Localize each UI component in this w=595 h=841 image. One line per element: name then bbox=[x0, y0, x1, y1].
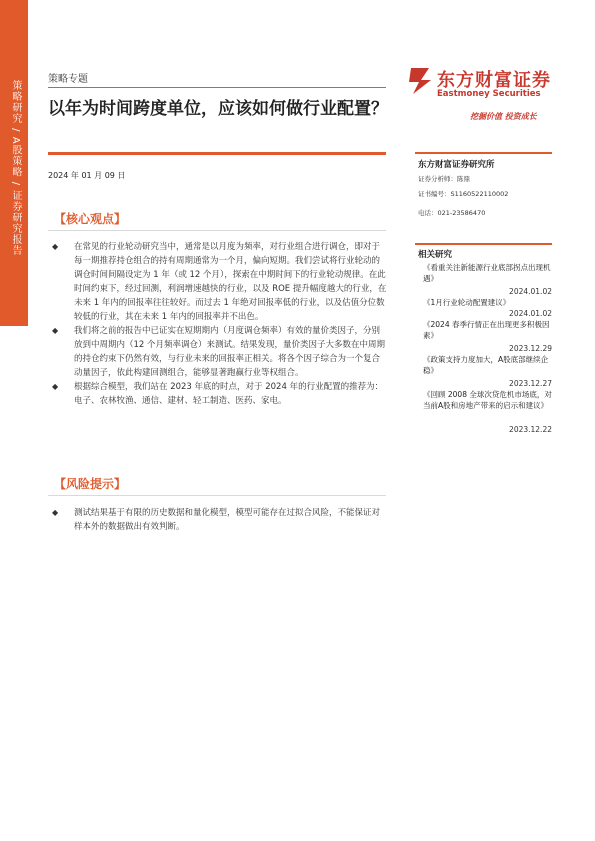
brand-logo-icon bbox=[407, 66, 433, 96]
core-bullet-3: 根据综合模型，我们站在 2023 年底的时点，对于 2024 年的行业配置的推荐为：电子、农林牧渔、通信、建材、轻工制造、医药、家电。 bbox=[74, 382, 384, 406]
diamond-bullet-icon: ◆ bbox=[52, 242, 59, 251]
list-item bbox=[52, 324, 388, 380]
phone-number: 电话：021-23586470 bbox=[418, 209, 486, 217]
related-item-date: 2024.01.02 bbox=[509, 287, 552, 296]
related-item-date: 2023.12.22 bbox=[509, 425, 552, 434]
related-item-title[interactable]: 《政策支持力度加大，A股底部继续企稳》 bbox=[423, 355, 549, 375]
report-category: 策略专题 bbox=[48, 74, 88, 85]
report-date: 2024 年 01 月 09 日 bbox=[48, 171, 126, 180]
risk-list bbox=[52, 506, 388, 534]
related-divider bbox=[415, 243, 552, 245]
list-item bbox=[52, 380, 388, 408]
related-item-title[interactable]: 《2024 春季行情正在出现更多积极因素》 bbox=[423, 320, 550, 340]
institute-name: 东方财富证券研究所 bbox=[418, 160, 495, 170]
report-classification: 策略研究 / A股策略 / 证券研究报告 bbox=[10, 80, 21, 257]
core-bullet-2: 我们将之前的报告中已证实在短期期内（月度调仓频率）有效的量价类因子，分别放到中周期内（12 个月频率调仓）来测试。结果发现，量价类因子大多数在中周期的持仓约束下仍然有效，与行业未来的回报率正相关。将各个因子综合为一个复合动量因子，依此构建回测组合，能够显著跑赢行业等权组合。 bbox=[74, 326, 386, 378]
core-bullet-1: 在常见的行业轮动研究当中，通常是以月度为频率，对行业组合进行调仓，即对于每一期推荐持仓组合的持有周期通常为一个月，偏向短期。我们尝试将行业轮动的调仓时间间隔设定为 1 年（或 12 个月），探索在中期时间下的行业轮动规律。在此时间约束下，经过回测，利润增速越快的行业，以及 ROE 提升幅度越大的行业，在未来 1 年内的回报率往往较好。而过去 1 年绝对回报率低的行业，以及估值分位数较低的行业，其在未来 1 年内的回报率并不出色。 bbox=[74, 242, 387, 322]
list-item bbox=[52, 506, 388, 534]
related-item-title[interactable]: 《1月行业轮动配置建议》 bbox=[423, 298, 511, 307]
related-item-title[interactable]: 《回顾 2008 全球次贷危机市场底，对当前A股和房地产带来的启示和建议》 bbox=[423, 390, 552, 410]
diamond-bullet-icon: ◆ bbox=[52, 326, 59, 335]
brand-slogan: 挖掘价值 投资成长 bbox=[470, 112, 537, 121]
title-divider bbox=[48, 152, 386, 155]
related-research-heading: 相关研究 bbox=[418, 250, 453, 260]
core-view-heading: 【核心观点】 bbox=[54, 212, 127, 226]
report-title: 以年为时间跨度单位，应该如何做行业配置？ bbox=[48, 99, 388, 119]
category-divider bbox=[48, 87, 386, 88]
related-item-title[interactable]: 《看重关注新能源行业底部拐点出现机遇》 bbox=[423, 263, 551, 283]
brand-name-cn: 东方财富证券 bbox=[437, 70, 551, 91]
list-item bbox=[52, 240, 388, 324]
risk-divider bbox=[48, 495, 386, 496]
core-view-list bbox=[52, 240, 388, 408]
risk-bullet-1: 测试结果基于有限的历史数据和量化模型，模型可能存在过拟合风险，不能保证对样本外的数据做出有效判断。 bbox=[74, 508, 381, 532]
analyst-name: 证券分析师：陈鼎 bbox=[418, 175, 470, 183]
core-view-divider bbox=[48, 230, 386, 231]
brand-name-en: Eastmoney Securities bbox=[437, 89, 541, 99]
related-item-date: 2024.01.02 bbox=[509, 309, 552, 318]
certificate-number: 证书编号：S1160522110002 bbox=[418, 190, 509, 198]
related-item-date: 2023.12.27 bbox=[509, 379, 552, 388]
left-banner bbox=[0, 0, 28, 326]
diamond-bullet-icon: ◆ bbox=[52, 508, 59, 517]
related-item-date: 2023.12.29 bbox=[509, 344, 552, 353]
risk-heading: 【风险提示】 bbox=[54, 477, 127, 491]
institute-divider bbox=[415, 152, 552, 154]
diamond-bullet-icon: ◆ bbox=[52, 382, 59, 391]
